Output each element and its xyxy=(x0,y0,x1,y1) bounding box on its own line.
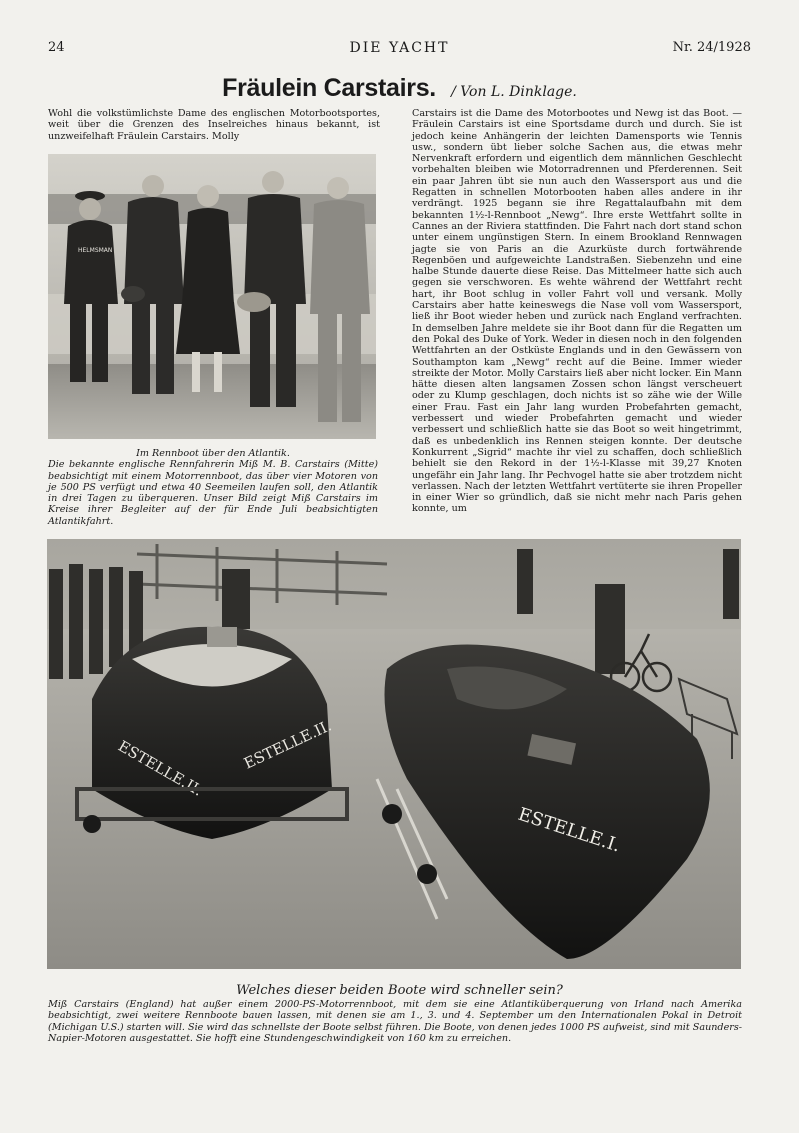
issue-number: Nr. 24/1928 xyxy=(672,40,751,55)
photo-caption-1 xyxy=(48,448,378,527)
body-paragraph: Carstairs ist die Dame des Motorbootes und Newg ist das Boot. — Fräulein Carstairs ist eine Sportsdame durch und durch. Sie ist jedoch keine Anhängerin der leichten Damensports wie Tennis usw., sondern übt lieber solche Sachen aus, die etwas mehr Nervenkraft erfordern und eigentlich dem männlichen Geschlecht vorbehalten bleiben wie Motorradrennen und Pferderennen. Seit ein paar Jahren übt sie nun auch den Wassersport aus und die Regatten in schnellen Motorbooten haben alles andere in ihr verdrängt. 1925 begann sie ihre Regattalaufbahn mit dem bekannten 1½-l-Rennboot „Newg“. Ihre erste Wettfahrt sollte in Cannes an der Riviera stattfinden. Die Fahrt nach dort stand schon unter einem ungünstigen Stern. In einem Brookland Rennwagen jagte sie von Paris an die Azurküste durch fortwährende Regenböen und aufgeweichte Landstraßen. Siebenzehn und eine halbe Stunde dauerte diese Reise. Das Mittelmeer hatte sich auch gegen sie verschworen. Es wehte während der Wettfahrt recht hart, ihr Boot schlug in voller Fahrt voll und versank. Molly Carstairs aber hatte keineswegs die Nase voll vom Wassersport, ließ ihr Boot wieder heben und zurück nach England verfrachten. In demselben Jahre meldete sie ihr Boot dann für die Regatten um den Pokal des Duke of York. Weder in diesen noch in den folgenden Wettfahrten an der Ostküste Englands und in den Gewässern von Southampton kam „Newg“ recht auf die Beine. Immer wieder streikte der Motor. Molly Carstairs ließ aber nicht locker. Ein Mann hätte diesen alten langsamen Zossen schon längst verscheuert oder zu Klump geschlagen, doch nichts ist so zähe wie der Wille einer Frau. Fast ein Jahr lang wurden Probefahrten gemacht, verbessert und wieder Probefahrten gemacht und wieder verbessert und schließlich hatte sie das Boot so weit hingetrimmt, daß es unbedenklich ins Rennen steigen konnte. Der deutsche Konkurrent „Sigrid“ machte ihr viel zu schaffen, doch schließlich behielt sie den Rekord in der 1½-l-Klasse mit 39,27 Knoten ungefähr ein Jahr lang. Ihr Pechvogel hatte sie aber trotzdem nicht verlassen. Nach der letzten Wettfahrt vertüterte sie ihren Propeller in einer Wier so gründlich, daß sie nicht mehr nach Paris gehen konnte, um xyxy=(412,108,742,515)
article-title: Fräulein Carstairs. xyxy=(222,74,436,102)
magazine-title: DIE YACHT xyxy=(349,40,450,56)
photo-caption-2-title: Welches dieser beiden Boote wird schneller sein? xyxy=(236,983,563,998)
page-number: 24 xyxy=(48,40,65,55)
boat-name-left-right-side: ESTELLE.II. xyxy=(241,716,335,773)
boats-photo-illustration xyxy=(47,539,741,969)
article-byline: / Von L. Dinklage. xyxy=(451,84,577,100)
cap-text: HELMSMAN xyxy=(78,247,113,254)
article-body xyxy=(412,108,742,515)
boat-name-left: ESTELLE.II. xyxy=(115,736,206,800)
group-photo-illustration xyxy=(48,154,376,439)
boats-photo xyxy=(47,539,741,969)
intro-paragraph: Wohl die volkstümlichste Dame des englischen Motorbootsportes, weit über die Grenzen des Inselreiches hinaus bekannt, ist unzweifelhaft Fräulein Carstairs. Molly xyxy=(48,108,380,142)
group-photo xyxy=(48,154,376,439)
article-intro xyxy=(48,108,380,142)
photo-caption-2-body: Miß Carstairs (England) hat außer einem 2000-PS-Motorrennboot, mit dem sie eine Atlantiküberquerung von Irland nach Amerika beabsichtigt, zwei weitere Rennboote bauen lassen, mit denen sie am 1., 3. und 4. September um den Internationalen Pokal in Detroit (Michigan U.S.) starten will. Sie wird das schnellste der Boote selbst führen. Die Boote, von denen jedes 1000 PS aufweist, sind mit Saunders-Napier-Motoren ausgestattet. Sie hofft eine Stundengeschwindigkeit von 160 km zu erreichen. xyxy=(48,999,742,1044)
article-heading xyxy=(0,74,799,103)
photo-caption-1-title: Im Rennboot über den Atlantik. xyxy=(136,448,290,459)
photo-caption-1-body: Die bekannte englische Rennfahrerin Miß M. B. Carstairs (Mitte) beabsichtigt mit einem Motorrennboot, das über vier Motoren von je 500 PS verfügt und etwa 40 Seemeilen laufen soll, den Atlantik in drei Tagen zu überqueren. Unser Bild zeigt Miß Carstairs im Kreise ihrer Begleiter auf der für Ende Juli beabsichtigten Atlantikfahrt. xyxy=(48,459,378,527)
boat-name-right: ESTELLE.I. xyxy=(515,803,623,857)
